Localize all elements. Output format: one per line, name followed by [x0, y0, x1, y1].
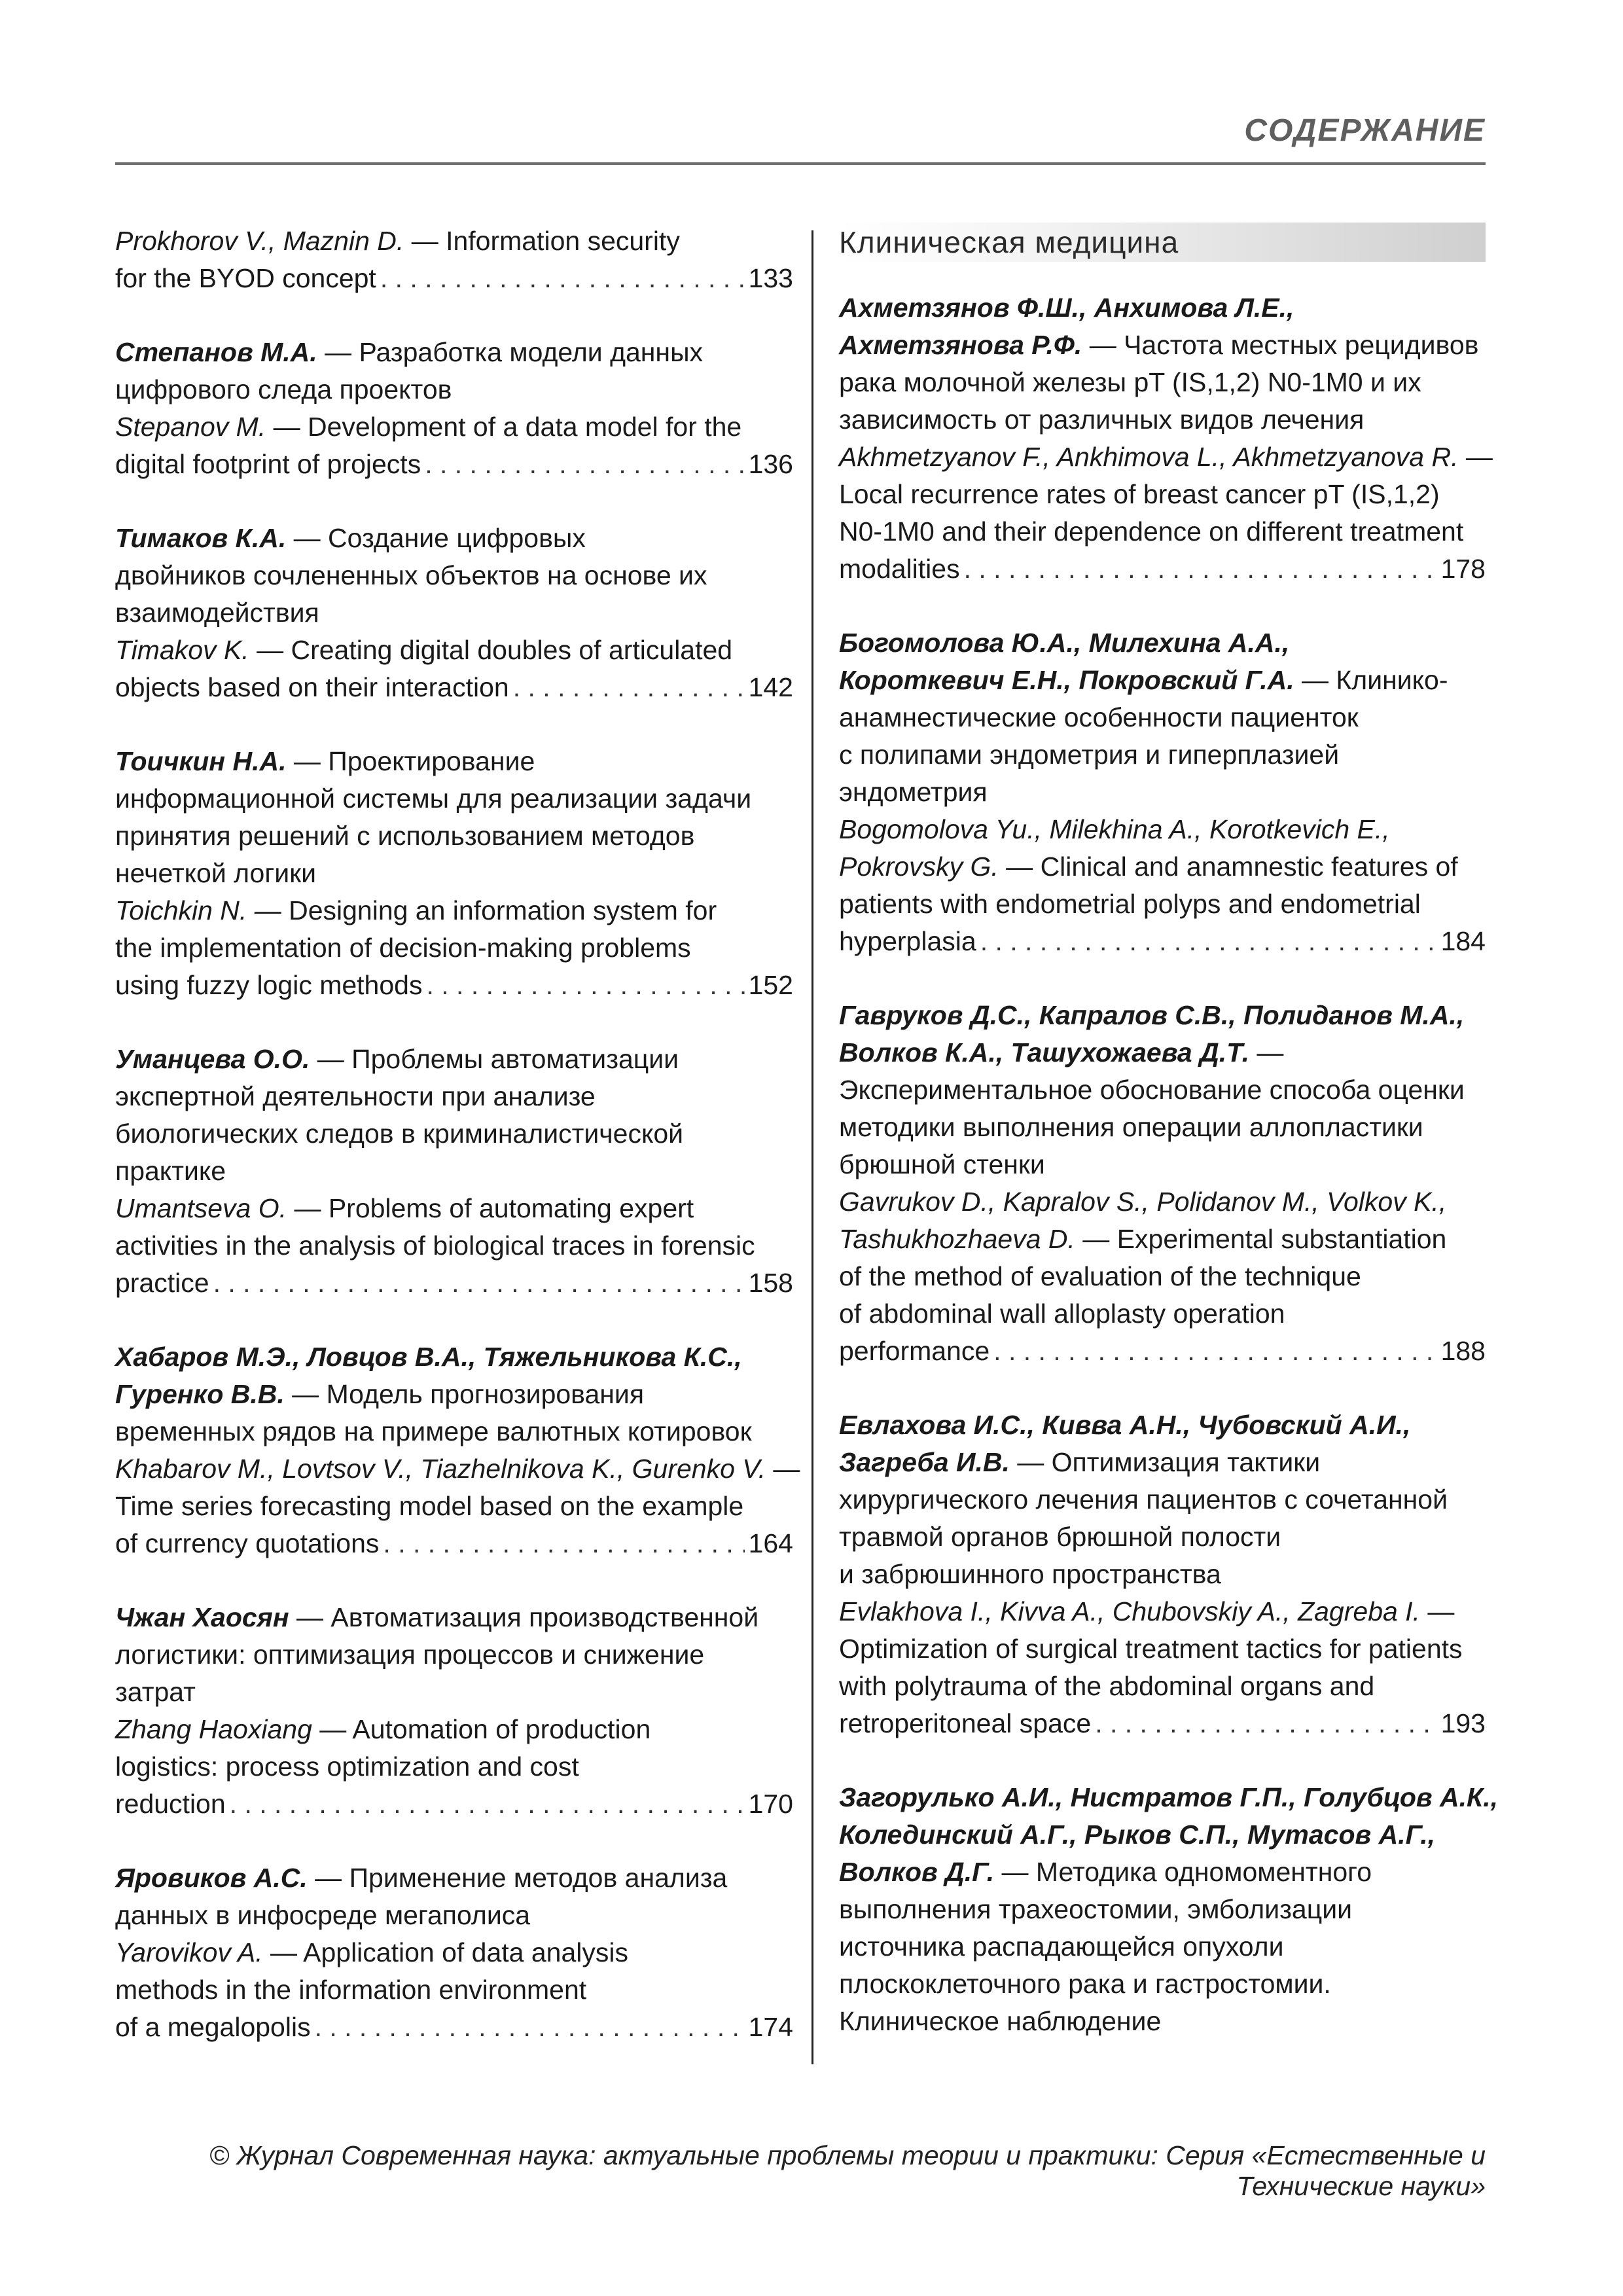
entry-authors-ru: Колединский А.Г., Рыков С.П., Мутасов А.Г.,	[839, 1820, 1436, 1850]
toc-entry[interactable]	[839, 289, 1493, 588]
entry-authors-ru: Яровиков А.С.	[115, 1863, 308, 1893]
toc-right-column	[839, 223, 1499, 2077]
entry-authors-ru: Тоичкин Н.А.	[115, 746, 287, 776]
entry-title-ru: анамнестические особенности пациенток	[839, 702, 1359, 732]
entry-title-en: of the method of evaluation of the technique	[839, 1261, 1361, 1291]
entry-title-en: logistics: process optimization and cost	[115, 1751, 579, 1782]
entry-title-ru: — Модель прогнозирования	[284, 1379, 645, 1409]
entry-title-ru: логистики: оптимизация процессов и снижение	[115, 1640, 705, 1670]
entry-authors-en: Stepanov M.	[115, 412, 266, 442]
entry-title-ru: затрат	[115, 1677, 196, 1707]
entry-authors-en: Yarovikov A.	[115, 1937, 263, 1967]
dot-leader	[980, 923, 1437, 960]
entry-authors-en: Bogomolova Yu., Milekhina A., Korotkevich E.,	[839, 814, 1390, 844]
entry-title-ru: — Частота местных рецидивов	[1082, 330, 1479, 360]
entry-authors-en: Umantseva O.	[115, 1193, 287, 1223]
entry-authors-ru: Евлахова И.С., Кивва А.Н., Чубовский А.И.,	[839, 1410, 1411, 1440]
entry-title-ru: биологических следов в криминалистической	[115, 1119, 684, 1149]
entry-title-ru: — Методика одномоментного	[994, 1857, 1372, 1887]
entry-title-ru: — Применение методов анализа	[307, 1863, 728, 1893]
dot-leader	[513, 669, 745, 706]
entry-authors-ru: Тимаков К.А.	[115, 523, 287, 553]
entry-title-en: modalities	[839, 554, 960, 584]
entry-authors-en: Gavrukov D., Kapralov S., Polidanov M., Volkov K.,	[839, 1187, 1447, 1217]
entry-title-ru: источника распадающейся опухоли	[839, 1931, 1284, 1962]
page-number: 178	[1440, 554, 1486, 584]
toc-left-column	[115, 223, 800, 2083]
page-number: 158	[748, 1268, 793, 1298]
entry-title-ru: брюшной стенки	[839, 1149, 1045, 1179]
entry-authors-ru: Волков Д.Г.	[839, 1857, 995, 1887]
toc-entry[interactable]	[115, 1041, 793, 1302]
dot-leader	[993, 1333, 1436, 1370]
entry-title-en: of currency quotations	[115, 1528, 380, 1558]
entry-authors-en: Khabarov M., Lovtsov V., Tiazhelnikova K., Gurenko V.	[115, 1454, 766, 1484]
entry-title-ru: рака молочной железы pT (IS,1,2) N0-1M0 и их	[839, 367, 1421, 397]
entry-title-ru: плоскоклеточного рака и гастростомии.	[839, 1969, 1331, 1999]
entry-title-en: with polytrauma of the abdominal organs and	[839, 1671, 1375, 1701]
entry-title-en: — Automation of production	[312, 1714, 651, 1744]
entry-authors-en: Akhmetzyanov F., Ankhimova L., Akhmetzyanova R.	[839, 442, 1459, 472]
entry-title-ru: эндометрия	[839, 777, 988, 807]
toc-entry[interactable]	[839, 1407, 1486, 1742]
entry-title-ru: Экспериментальное обоснование способа оценки	[839, 1075, 1465, 1105]
entry-title-ru: с полипами эндометрия и гиперплазией	[839, 740, 1340, 770]
dot-leader	[426, 967, 744, 1004]
entry-title-ru: — Проблемы автоматизации	[310, 1044, 679, 1074]
entry-authors-en: Evlakhova I., Kivva A., Chubovskiy A., Zagreba I.	[839, 1596, 1420, 1626]
entry-title-ru: травмой органов брюшной полости	[839, 1522, 1281, 1552]
entry-title-en: activities in the analysis of biological traces in forensic	[115, 1230, 755, 1261]
entry-title-ru: хирургического лечения пациентов с сочетанной	[839, 1484, 1448, 1515]
entry-title-en: of a megalopolis	[115, 2012, 311, 2042]
entry-title-en: —	[1458, 442, 1493, 472]
entry-title-en: — Clinical and anamnestic features of	[998, 852, 1458, 882]
entry-title-en: of abdominal wall alloplasty operation	[839, 1299, 1285, 1329]
toc-entry[interactable]	[115, 334, 793, 483]
entry-title-en: — Information security	[404, 226, 680, 256]
entry-title-ru: цифрового следа проектов	[115, 374, 452, 404]
entry-title-en: retroperitoneal space	[839, 1708, 1092, 1738]
entry-title-ru: — Автоматизация производственной	[289, 1602, 759, 1632]
entry-title-en: reduction	[115, 1789, 226, 1819]
entry-authors-en: Timakov K.	[115, 635, 249, 665]
entry-title-en: — Experimental substantiation	[1075, 1224, 1447, 1254]
entry-title-ru: принятия решений с использованием методов	[115, 821, 695, 851]
entry-authors-en: Prokhorov V., Maznin D.	[115, 226, 404, 256]
page-number: 170	[748, 1789, 793, 1819]
dot-leader	[1095, 1705, 1436, 1742]
page-number: 188	[1440, 1336, 1486, 1366]
toc-entry[interactable]	[115, 1859, 793, 2046]
entry-title-en: for the BYOD concept	[115, 263, 376, 293]
entry-title-ru: зависимость от различных видов лечения	[839, 404, 1364, 435]
entry-title-en: —	[765, 1454, 800, 1484]
page-number: 164	[748, 1528, 793, 1558]
entry-title-ru: — Оптимизация тактики	[1009, 1447, 1321, 1477]
entry-authors-en: Zhang Haoxiang	[115, 1714, 312, 1744]
entry-title-en: Local recurrence rates of breast cancer pT (IS,1,2)	[839, 479, 1440, 509]
entry-title-en: hyperplasia	[839, 926, 976, 956]
page-number: 193	[1440, 1708, 1486, 1738]
entry-authors-en: Tashukhozhaeva D.	[839, 1224, 1075, 1254]
dot-leader	[425, 446, 744, 483]
page-number: 184	[1440, 926, 1486, 956]
entry-authors-ru: Загорулько А.И., Нистратов Г.П., Голубцов А.К.,	[839, 1782, 1499, 1812]
entry-title-en: — Creating digital doubles of articulated	[249, 635, 733, 665]
entry-authors-en: Toichkin N.	[115, 895, 247, 925]
entry-authors-ru: Короткевич Е.Н., Покровский Г.А.	[839, 665, 1294, 695]
entry-title-en: — Application of data analysis	[262, 1937, 628, 1967]
entry-title-en: practice	[115, 1268, 209, 1298]
dot-leader	[213, 1265, 745, 1302]
toc-entry[interactable]	[115, 520, 793, 706]
dot-leader	[315, 2009, 745, 2046]
entry-title-en: Optimization of surgical treatment tactics for patients	[839, 1634, 1463, 1664]
entry-title-ru: — Проектирование	[286, 746, 535, 776]
entry-title-en: the implementation of decision-making problems	[115, 933, 691, 963]
entry-title-ru: методики выполнения операции аллопластики	[839, 1112, 1423, 1142]
toc-entry[interactable]	[839, 1779, 1499, 2040]
entry-authors-ru: Хабаров М.Э., Ловцов В.А., Тяжельникова К.С.,	[115, 1342, 742, 1372]
toc-entry[interactable]	[839, 624, 1486, 960]
entry-title-en: digital footprint of projects	[115, 449, 421, 479]
page-number: 133	[748, 263, 793, 293]
dot-leader	[380, 260, 745, 297]
entry-title-en: Time series forecasting model based on the example	[115, 1491, 744, 1521]
entry-authors-ru: Ахметзянова Р.Ф.	[839, 330, 1082, 360]
entry-title-ru: взаимодействия	[115, 598, 319, 628]
dot-leader	[383, 1525, 744, 1562]
header-divider	[115, 162, 1486, 165]
entry-authors-en: Pokrovsky G.	[839, 852, 999, 882]
dot-leader	[964, 550, 1437, 588]
entry-title-ru: временных рядов на примере валютных котировок	[115, 1416, 752, 1446]
entry-title-ru: выполнения трахеостомии, эмболизации	[839, 1894, 1353, 1924]
entry-title-en: patients with endometrial polyps and endometrial	[839, 889, 1421, 919]
entry-title-en: — Designing an information system for	[247, 895, 717, 925]
entry-title-en: N0-1M0 and their dependence on different treatment	[839, 516, 1464, 547]
toc-entry[interactable]	[839, 997, 1486, 1370]
entry-authors-ru: Чжан Хаосян	[115, 1602, 289, 1632]
dot-leader	[230, 1785, 745, 1823]
entry-title-en: methods in the information environment	[115, 1975, 587, 2005]
section-header	[839, 223, 1486, 262]
entry-title-ru: двойников сочлененных объектов на основе их	[115, 560, 707, 590]
page-footer: © Журнал Современная наука: актуальные проблемы теории и практики: Серия «Естественные и Технические науки»	[209, 2140, 1486, 2201]
entry-title-ru: нечеткой логики	[115, 858, 317, 888]
toc-entry[interactable]	[115, 1338, 800, 1562]
entry-title-ru: и забрюшинного пространства	[839, 1559, 1221, 1589]
entry-title-ru: экспертной деятельности при анализе	[115, 1081, 596, 1111]
entry-title-ru: — Разработка модели данных	[317, 337, 704, 367]
entry-title-en: objects based on their interaction	[115, 672, 509, 702]
page-number: 136	[748, 449, 793, 479]
entry-authors-ru: Загреба И.В.	[839, 1447, 1010, 1477]
column-divider	[812, 230, 813, 2064]
entry-title-ru: информационной системы для реализации задачи	[115, 783, 752, 814]
entry-authors-ru: Гуренко В.В.	[115, 1379, 285, 1409]
entry-title-ru: Клиническое наблюдение	[839, 2006, 1162, 2036]
entry-authors-ru: Гавруков Д.С., Капралов С.В., Полиданов М.А.,	[839, 1000, 1465, 1030]
toc-entry[interactable]	[115, 743, 793, 1004]
entry-title-en: performance	[839, 1336, 990, 1366]
entry-title-ru: данных в инфосреде мегаполиса	[115, 1900, 531, 1930]
entry-title-ru: — Клинико-	[1294, 665, 1448, 695]
toc-entry[interactable]	[115, 223, 793, 297]
entry-title-en: — Problems of automating expert	[287, 1193, 694, 1223]
entry-authors-ru: Ахметзянов Ф.Ш., Анхимова Л.Е.,	[839, 293, 1294, 323]
entry-title-en: using fuzzy logic methods	[115, 970, 423, 1000]
section-title: Клиническая медицина	[839, 224, 1179, 259]
page-number: 174	[748, 2012, 793, 2042]
entry-authors-ru: Уманцева О.О.	[115, 1044, 310, 1074]
toc-entry[interactable]	[115, 1599, 793, 1823]
entry-title-ru: — Создание цифровых	[286, 523, 586, 553]
entry-title-en: —	[1419, 1596, 1455, 1626]
entry-authors-ru: Степанов М.А.	[115, 337, 317, 367]
entry-authors-ru: Волков К.А., Ташухожаева Д.Т.	[839, 1037, 1249, 1067]
page-title: СОДЕРЖАНИЕ	[1244, 113, 1486, 148]
entry-authors-ru: Богомолова Ю.А., Милехина А.А.,	[839, 628, 1290, 658]
entry-title-ru: —	[1249, 1037, 1284, 1067]
page-number: 152	[748, 970, 793, 1000]
page-number: 142	[748, 672, 793, 702]
entry-title-ru: практике	[115, 1156, 226, 1186]
entry-title-en: — Development of a data model for the	[266, 412, 742, 442]
